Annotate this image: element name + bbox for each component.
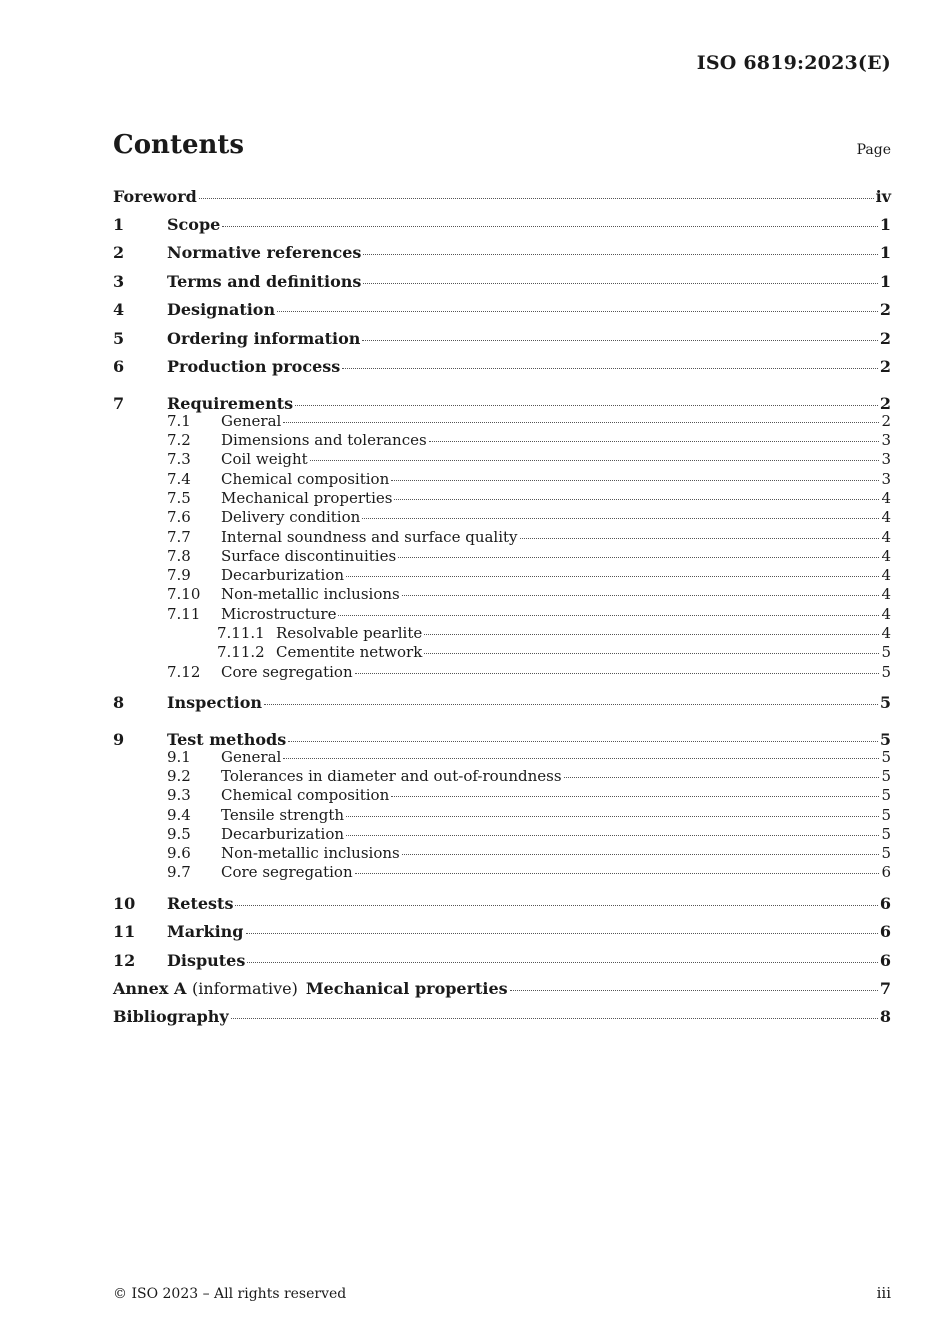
- toc-entry-page: 4: [881, 527, 891, 546]
- dot-leader: [283, 422, 879, 423]
- toc-entry[interactable]: [113, 185, 891, 213]
- toc-entry-page: 3: [881, 469, 891, 488]
- dot-leader: [363, 254, 877, 255]
- toc-entry[interactable]: [113, 412, 891, 431]
- dot-leader: [398, 557, 879, 558]
- toc-entry-number: 4: [113, 300, 125, 320]
- toc-entry[interactable]: [113, 806, 891, 825]
- toc-entry-page: 5: [879, 730, 891, 750]
- dot-leader: [510, 990, 878, 991]
- toc-entry[interactable]: [113, 1005, 891, 1033]
- toc-entry-title: General: [221, 747, 282, 766]
- dot-leader: [355, 873, 880, 874]
- toc-entry[interactable]: [113, 213, 891, 241]
- toc-entry[interactable]: [113, 547, 891, 566]
- toc-entry-number: 7.11: [167, 604, 201, 623]
- toc-entry-number: 9: [113, 730, 125, 750]
- dot-leader: [363, 283, 877, 284]
- toc-entry-title: Retests: [167, 893, 234, 913]
- toc-entry[interactable]: [113, 355, 891, 383]
- toc-entry-title: Inspection: [167, 692, 263, 712]
- dot-leader: [247, 962, 878, 963]
- page-column-label: Page: [856, 142, 891, 158]
- toc-entry-title: Terms and definitions: [167, 271, 362, 291]
- toc-entry-page: 2: [881, 411, 891, 430]
- dot-leader: [264, 704, 878, 705]
- toc-entry-page: 1: [879, 243, 891, 263]
- toc-entry-number: 7.11.1: [217, 624, 265, 642]
- toc-entry-page: 6: [879, 893, 891, 913]
- dot-leader: [362, 340, 877, 341]
- annex-type: (informative): [191, 978, 298, 998]
- toc-entry-page: 4: [881, 546, 891, 565]
- toc-entry[interactable]: [113, 241, 891, 269]
- dot-leader: [199, 198, 874, 199]
- toc-entry-title: Bibliography: [113, 1007, 229, 1027]
- document-id: ISO 6819:2023(E): [696, 52, 891, 74]
- dot-leader: [346, 816, 879, 817]
- toc-entry-page: 6: [879, 922, 891, 942]
- dot-leader: [346, 835, 879, 836]
- toc-entry-page: 3: [881, 450, 891, 469]
- toc-entry-page: 2: [879, 394, 891, 414]
- toc-entry-title: Requirements: [167, 394, 294, 414]
- toc-entry-title: Normative references: [167, 243, 362, 263]
- dot-leader: [346, 576, 879, 577]
- dot-leader: [362, 518, 879, 519]
- toc-entry-title: Marking: [167, 922, 244, 942]
- toc-entry-page: 5: [881, 766, 891, 785]
- toc-entry-number: 1: [113, 215, 125, 234]
- toc-entry-title: Tolerances in diameter and out-of-roundness: [221, 766, 562, 785]
- toc-entry[interactable]: [113, 691, 891, 719]
- annex-title: Mechanical properties: [305, 978, 508, 998]
- toc-entry-page: 5: [881, 662, 891, 681]
- toc-entry-page: 8: [879, 1007, 891, 1027]
- dot-leader: [222, 226, 878, 227]
- toc-entry[interactable]: [113, 431, 891, 450]
- toc-entry-number: 9.5: [167, 824, 191, 843]
- toc-entry-title: Designation: [167, 300, 276, 320]
- toc-entry-title: Coil weight: [221, 450, 308, 469]
- toc-entry-page: 3: [881, 431, 891, 450]
- dot-leader: [310, 460, 880, 461]
- toc-entry-page: 1: [879, 215, 891, 234]
- toc-entry-title: Core segregation: [221, 662, 353, 681]
- toc-entry-number: 9.2: [167, 766, 191, 785]
- toc-entry-number: 12: [113, 950, 136, 970]
- toc-entry-title: Surface discontinuities: [221, 546, 397, 565]
- toc-entry-number: 9.4: [167, 805, 191, 824]
- toc-entry-number: 7.12: [167, 662, 201, 681]
- toc-entry[interactable]: [113, 949, 891, 977]
- toc-entry-page: 5: [881, 643, 891, 662]
- toc-entry-page: 4: [881, 624, 891, 642]
- toc-entry-page: 2: [879, 300, 891, 320]
- toc-entry-number: 7: [113, 394, 125, 414]
- toc-entry-number: 6: [113, 356, 125, 376]
- toc-entry[interactable]: [113, 392, 891, 414]
- toc-entry-title: Dimensions and tolerances: [221, 431, 427, 450]
- toc-entry-title: Ordering information: [167, 328, 361, 348]
- toc-entry[interactable]: [113, 508, 891, 527]
- dot-leader: [231, 1018, 878, 1019]
- copyright-notice: © ISO 2023 – All rights reserved: [113, 1286, 347, 1302]
- dot-leader: [283, 758, 879, 759]
- toc-entry-number: 7.9: [167, 566, 191, 585]
- toc-entry[interactable]: [113, 892, 891, 920]
- dot-leader: [394, 499, 879, 500]
- toc-entry-number: 9.1: [167, 747, 191, 766]
- toc-entry[interactable]: [113, 566, 891, 585]
- toc-entry-page: 4: [881, 585, 891, 604]
- toc-entry-title: Resolvable pearlite: [276, 624, 423, 642]
- annex-label: Annex A: [113, 978, 187, 998]
- toc-entry-number: 9.7: [167, 863, 191, 882]
- toc-entry[interactable]: [113, 298, 891, 326]
- dot-leader: [295, 405, 878, 406]
- toc-entry-page: 7: [879, 978, 891, 998]
- contents-heading: Contents: [113, 130, 245, 160]
- toc-entry-title: Foreword: [113, 187, 197, 206]
- toc-entry-page: 6: [879, 950, 891, 970]
- toc-entry[interactable]: [113, 327, 891, 355]
- toc-entry-title: [113, 977, 508, 1000]
- toc-entry-page: 1: [879, 271, 891, 291]
- toc-entry-number: 7.11.2: [217, 643, 265, 662]
- toc-entry-page: 5: [881, 747, 891, 766]
- dot-leader: [342, 368, 878, 369]
- toc-entry[interactable]: [113, 489, 891, 508]
- toc-entry-page: 4: [881, 604, 891, 623]
- toc-entry-title: Chemical composition: [221, 469, 390, 488]
- toc-entry[interactable]: [113, 470, 891, 489]
- dot-leader: [391, 480, 879, 481]
- toc-entry-number: 7.8: [167, 546, 191, 565]
- toc-entry-page: 2: [879, 356, 891, 376]
- toc-entry[interactable]: [113, 844, 891, 863]
- toc-entry[interactable]: [113, 863, 891, 882]
- toc-entry-page: 5: [881, 805, 891, 824]
- toc-entry-title: Decarburization: [221, 824, 345, 843]
- toc-entry-title: Cementite network: [276, 643, 423, 662]
- toc-entry[interactable]: [113, 825, 891, 844]
- toc-entry[interactable]: [113, 450, 891, 469]
- toc-entry-number: 7.1: [167, 411, 191, 430]
- toc-entry-number: 9.3: [167, 786, 191, 805]
- dot-leader: [520, 538, 880, 539]
- toc-entry-number: 7.7: [167, 527, 191, 546]
- toc-entry[interactable]: [113, 728, 891, 750]
- dot-leader: [288, 741, 878, 742]
- toc-entry[interactable]: [113, 786, 891, 805]
- dot-leader: [391, 796, 879, 797]
- dot-leader: [402, 854, 880, 855]
- toc-entry[interactable]: [113, 270, 891, 298]
- dot-leader: [429, 441, 880, 442]
- toc-entry-title: Disputes: [167, 950, 246, 970]
- table-of-contents: [113, 185, 891, 1034]
- toc-entry-number: 11: [113, 922, 136, 942]
- dot-leader: [355, 673, 880, 674]
- toc-entry-number: 7.3: [167, 450, 191, 469]
- toc-entry-number: 7.6: [167, 508, 191, 527]
- toc-entry-title: Chemical composition: [221, 786, 390, 805]
- toc-entry-title: General: [221, 411, 282, 430]
- toc-entry-page: 4: [881, 508, 891, 527]
- page-number: iii: [876, 1284, 891, 1302]
- toc-entry-page: 4: [881, 488, 891, 507]
- toc-entry-title: Delivery condition: [221, 508, 361, 527]
- toc-entry-title: Non-metallic inclusions: [221, 585, 400, 604]
- toc-entry-page: 6: [881, 863, 891, 882]
- toc-entry-number: 3: [113, 271, 125, 291]
- dot-leader: [246, 933, 878, 934]
- toc-entry-title: Microstructure: [221, 604, 337, 623]
- toc-entry-number: 5: [113, 328, 125, 348]
- dot-leader: [424, 634, 879, 635]
- toc-entry-number: 8: [113, 692, 125, 712]
- toc-entry[interactable]: [113, 585, 891, 604]
- toc-entry-number: 7.4: [167, 469, 191, 488]
- toc-entry[interactable]: [113, 663, 891, 682]
- dot-leader: [338, 615, 879, 616]
- toc-entry-title: Internal soundness and surface quality: [221, 527, 518, 546]
- toc-entry-number: 7.5: [167, 488, 191, 507]
- toc-entry-page: 4: [881, 566, 891, 585]
- dot-leader: [402, 595, 880, 596]
- toc-entry-page: 5: [881, 824, 891, 843]
- dot-leader: [235, 905, 877, 906]
- toc-entry-number: 10: [113, 893, 136, 913]
- toc-entry-page: 5: [881, 786, 891, 805]
- toc-entry-title: Test methods: [167, 730, 287, 750]
- toc-entry-title: Tensile strength: [221, 805, 345, 824]
- toc-entry-number: 7.10: [167, 585, 201, 604]
- toc-entry[interactable]: [113, 643, 891, 662]
- toc-entry-number: 7.2: [167, 431, 191, 450]
- toc-entry-page: iv: [875, 187, 891, 206]
- toc-entry-number: 9.6: [167, 844, 191, 863]
- toc-entry-title: Core segregation: [221, 863, 353, 882]
- toc-entry[interactable]: [113, 624, 891, 643]
- toc-entry-title: Scope: [167, 215, 221, 234]
- toc-entry-title: Decarburization: [221, 566, 345, 585]
- toc-entry[interactable]: [113, 920, 891, 948]
- toc-entry[interactable]: [113, 977, 891, 1005]
- dot-leader: [277, 311, 878, 312]
- toc-entry-number: 2: [113, 243, 125, 263]
- toc-entry-page: 2: [879, 328, 891, 348]
- toc-entry-title: Mechanical properties: [221, 488, 393, 507]
- toc-entry[interactable]: [113, 767, 891, 786]
- toc-entry-title: Non-metallic inclusions: [221, 844, 400, 863]
- toc-entry[interactable]: [113, 528, 891, 547]
- toc-entry-page: 5: [881, 844, 891, 863]
- toc-entry[interactable]: [113, 605, 891, 624]
- dot-leader: [424, 653, 879, 654]
- toc-entry-page: 5: [879, 692, 891, 712]
- toc-entry-title: Production process: [167, 356, 341, 376]
- toc-entry[interactable]: [113, 748, 891, 767]
- dot-leader: [564, 777, 880, 778]
